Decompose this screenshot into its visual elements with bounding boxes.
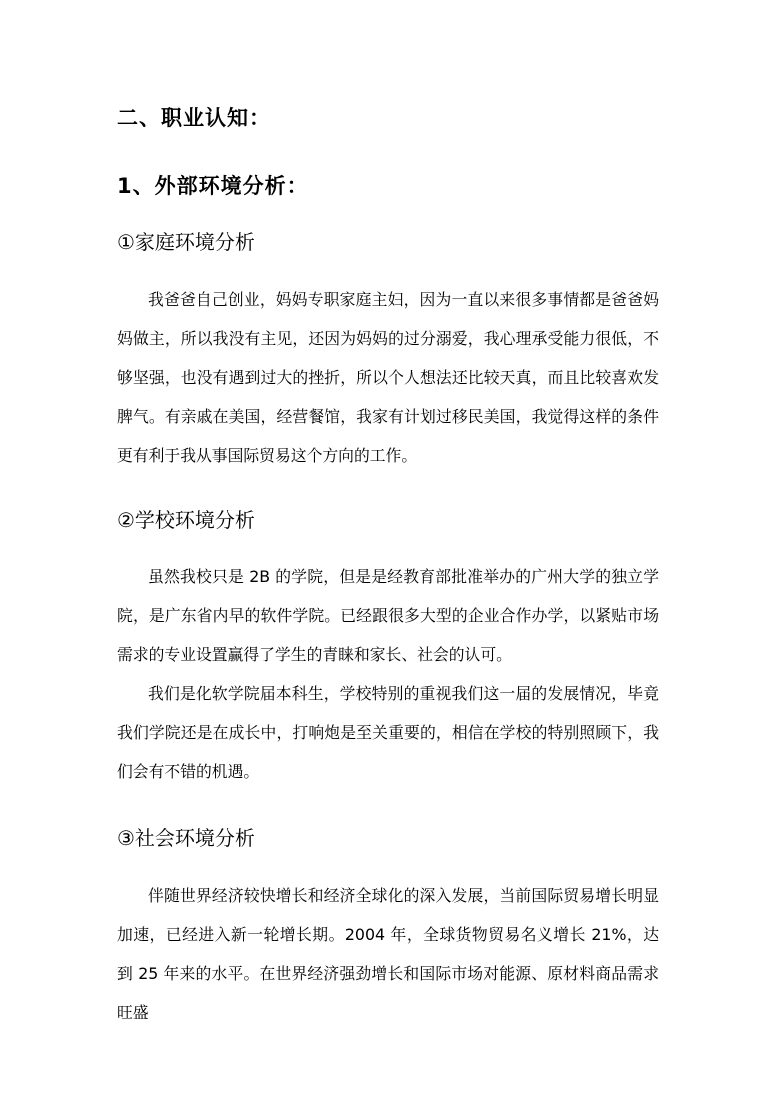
school-heading: ②学校环境分析 <box>117 508 255 532</box>
society-section-body <box>117 876 659 1032</box>
section-heading: 二、职业认知： <box>117 106 271 130</box>
subsection-heading: 1、外部环境分析： <box>117 174 309 198</box>
school-paragraph-2: 我们是化软学院届本科生，学校特别的重视我们这一届的发展情况，毕竟我们学院还是在成长中，打响炮是至关重要的，相信在学校的特别照顾下，我们会有不错的机遇。 <box>117 684 659 781</box>
society-heading: ③社会环境分析 <box>117 826 255 850</box>
family-heading: ①家庭环境分析 <box>117 230 255 254</box>
family-paragraph: 我爸爸自己创业，妈妈专职家庭主妇，因为一直以来很多事情都是爸爸妈妈做主，所以我没有主见，还因为妈妈的过分溺爱，我心理承受能力很低，不够坚强，也没有遇到过大的挫折，所以个人想法还比较天真，而且比较喜欢发脾气。有亲戚在美国，经营餐馆，我家有计划过移民美国，我觉得这样的条件更有利于我从事国际贸易这个方向的工作。 <box>117 290 659 465</box>
school-paragraph-1: 虽然我校只是 2B 的学院，但是是经教育部批准举办的广州大学的独立学院，是广东省内早的软件学院。已经跟很多大型的企业合作办学，以紧贴市场需求的专业设置赢得了学生的青睐和家长、社会的认可。 <box>117 567 659 664</box>
society-paragraph: 伴随世界经济较快增长和经济全球化的深入发展，当前国际贸易增长明显加速，已经进入新一轮增长期。2004 年，全球货物贸易名义增长 21%，达到 25 年来的水平。在世界经济强劲增长和国际市场对能源、原材料商品需求旺盛 <box>117 886 659 1022</box>
school-section-body <box>117 557 659 791</box>
family-section-body <box>117 280 659 475</box>
